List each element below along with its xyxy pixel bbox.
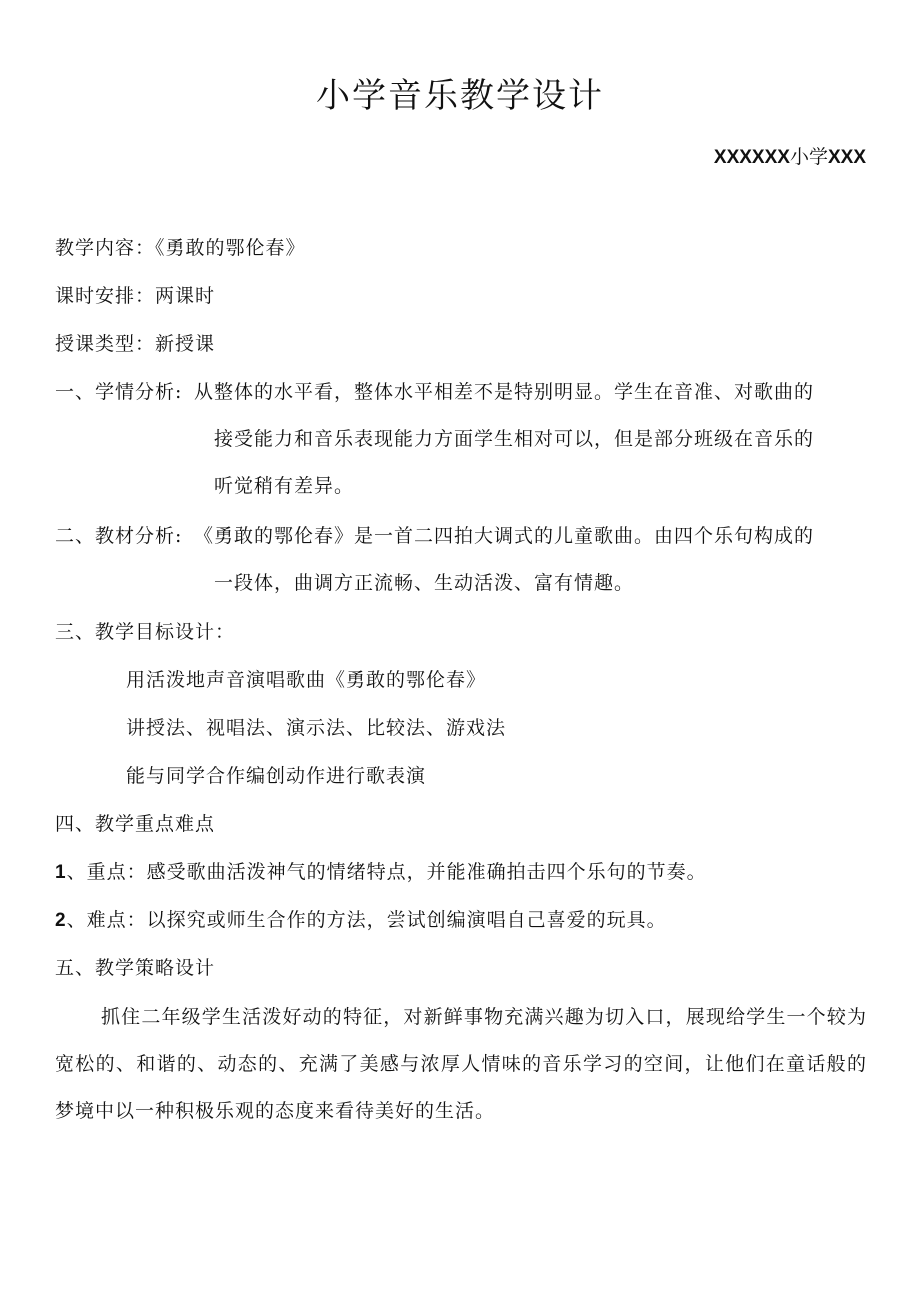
document-title: 小学音乐教学设计 (316, 76, 604, 116)
type-value: 新授课 (155, 333, 216, 355)
content-value: 《勇敢的鄂伦春》 (155, 237, 306, 259)
hours-label: 课时安排： (55, 285, 156, 307)
school-code: XXXXXX (713, 147, 790, 168)
hours-value: 两课时 (155, 285, 216, 307)
teacher-name: XXX (827, 147, 866, 168)
goal-item: 讲授法、视唱法、演示法、比较法、游戏法 (126, 717, 507, 739)
key-point-line (55, 858, 707, 887)
section-1-heading: 一、学情分析: (55, 381, 183, 403)
section-2-heading: 二、教材分析: (55, 525, 183, 547)
goal-item: 用活泼地声音演唱歌曲《勇敢的鄂伦春》 (126, 669, 487, 691)
hours-line (55, 282, 215, 310)
section-3-heading: 三、教学目标设计： (55, 621, 236, 643)
section-4-heading: 四、教学重点难点 (55, 813, 216, 835)
author-line (714, 142, 866, 169)
section-1-line-1: 从整体的水平看，整体水平相差不是特别明显。学生在音准、对歌曲的 (194, 381, 815, 403)
difficulty-number: 2 (55, 910, 67, 931)
section-2-line-2: 一段体，曲调方正流畅、生动活泼、富有情趣。 (214, 572, 635, 594)
section-1-line-2: 接受能力和音乐表现能力方面学生相对可以，但是部分班级在音乐的 (214, 428, 815, 450)
type-line (55, 330, 215, 358)
section-5-heading: 五、教学策略设计 (55, 957, 216, 979)
difficulty-text: 、难点：以探究或师生合作的方法，尝试创编演唱自己喜爱的玩具。 (66, 909, 667, 931)
section-1-line-3: 听觉稍有差异。 (214, 475, 355, 497)
key-point-text: 、重点：感受歌曲活泼神气的情绪特点，并能准确拍击四个乐句的节奏。 (66, 861, 707, 883)
strategy-paragraph: 抓住二年级学生活泼好动的特征，对新鲜事物充满兴趣为切入口，展现给学生一个较为宽松的、和谐的、动态的、充满了美感与浓厚人情味的音乐学习的空间，让他们在童话般的梦境中以一种积极乐观的态度来看待美好的生活。 (55, 1006, 867, 1122)
content-line (55, 234, 306, 262)
school-suffix: 小学 (789, 146, 828, 168)
content-label: 教学内容： (55, 237, 156, 259)
type-label: 授课类型： (55, 333, 156, 355)
section-2-line-1: 《勇敢的鄂伦春》是一首二四拍大调式的儿童歌曲。由四个乐句构成的 (194, 525, 815, 547)
key-point-number: 1 (55, 862, 67, 883)
difficulty-line (55, 906, 667, 935)
goal-item: 能与同学合作编创动作进行歌表演 (126, 765, 427, 787)
